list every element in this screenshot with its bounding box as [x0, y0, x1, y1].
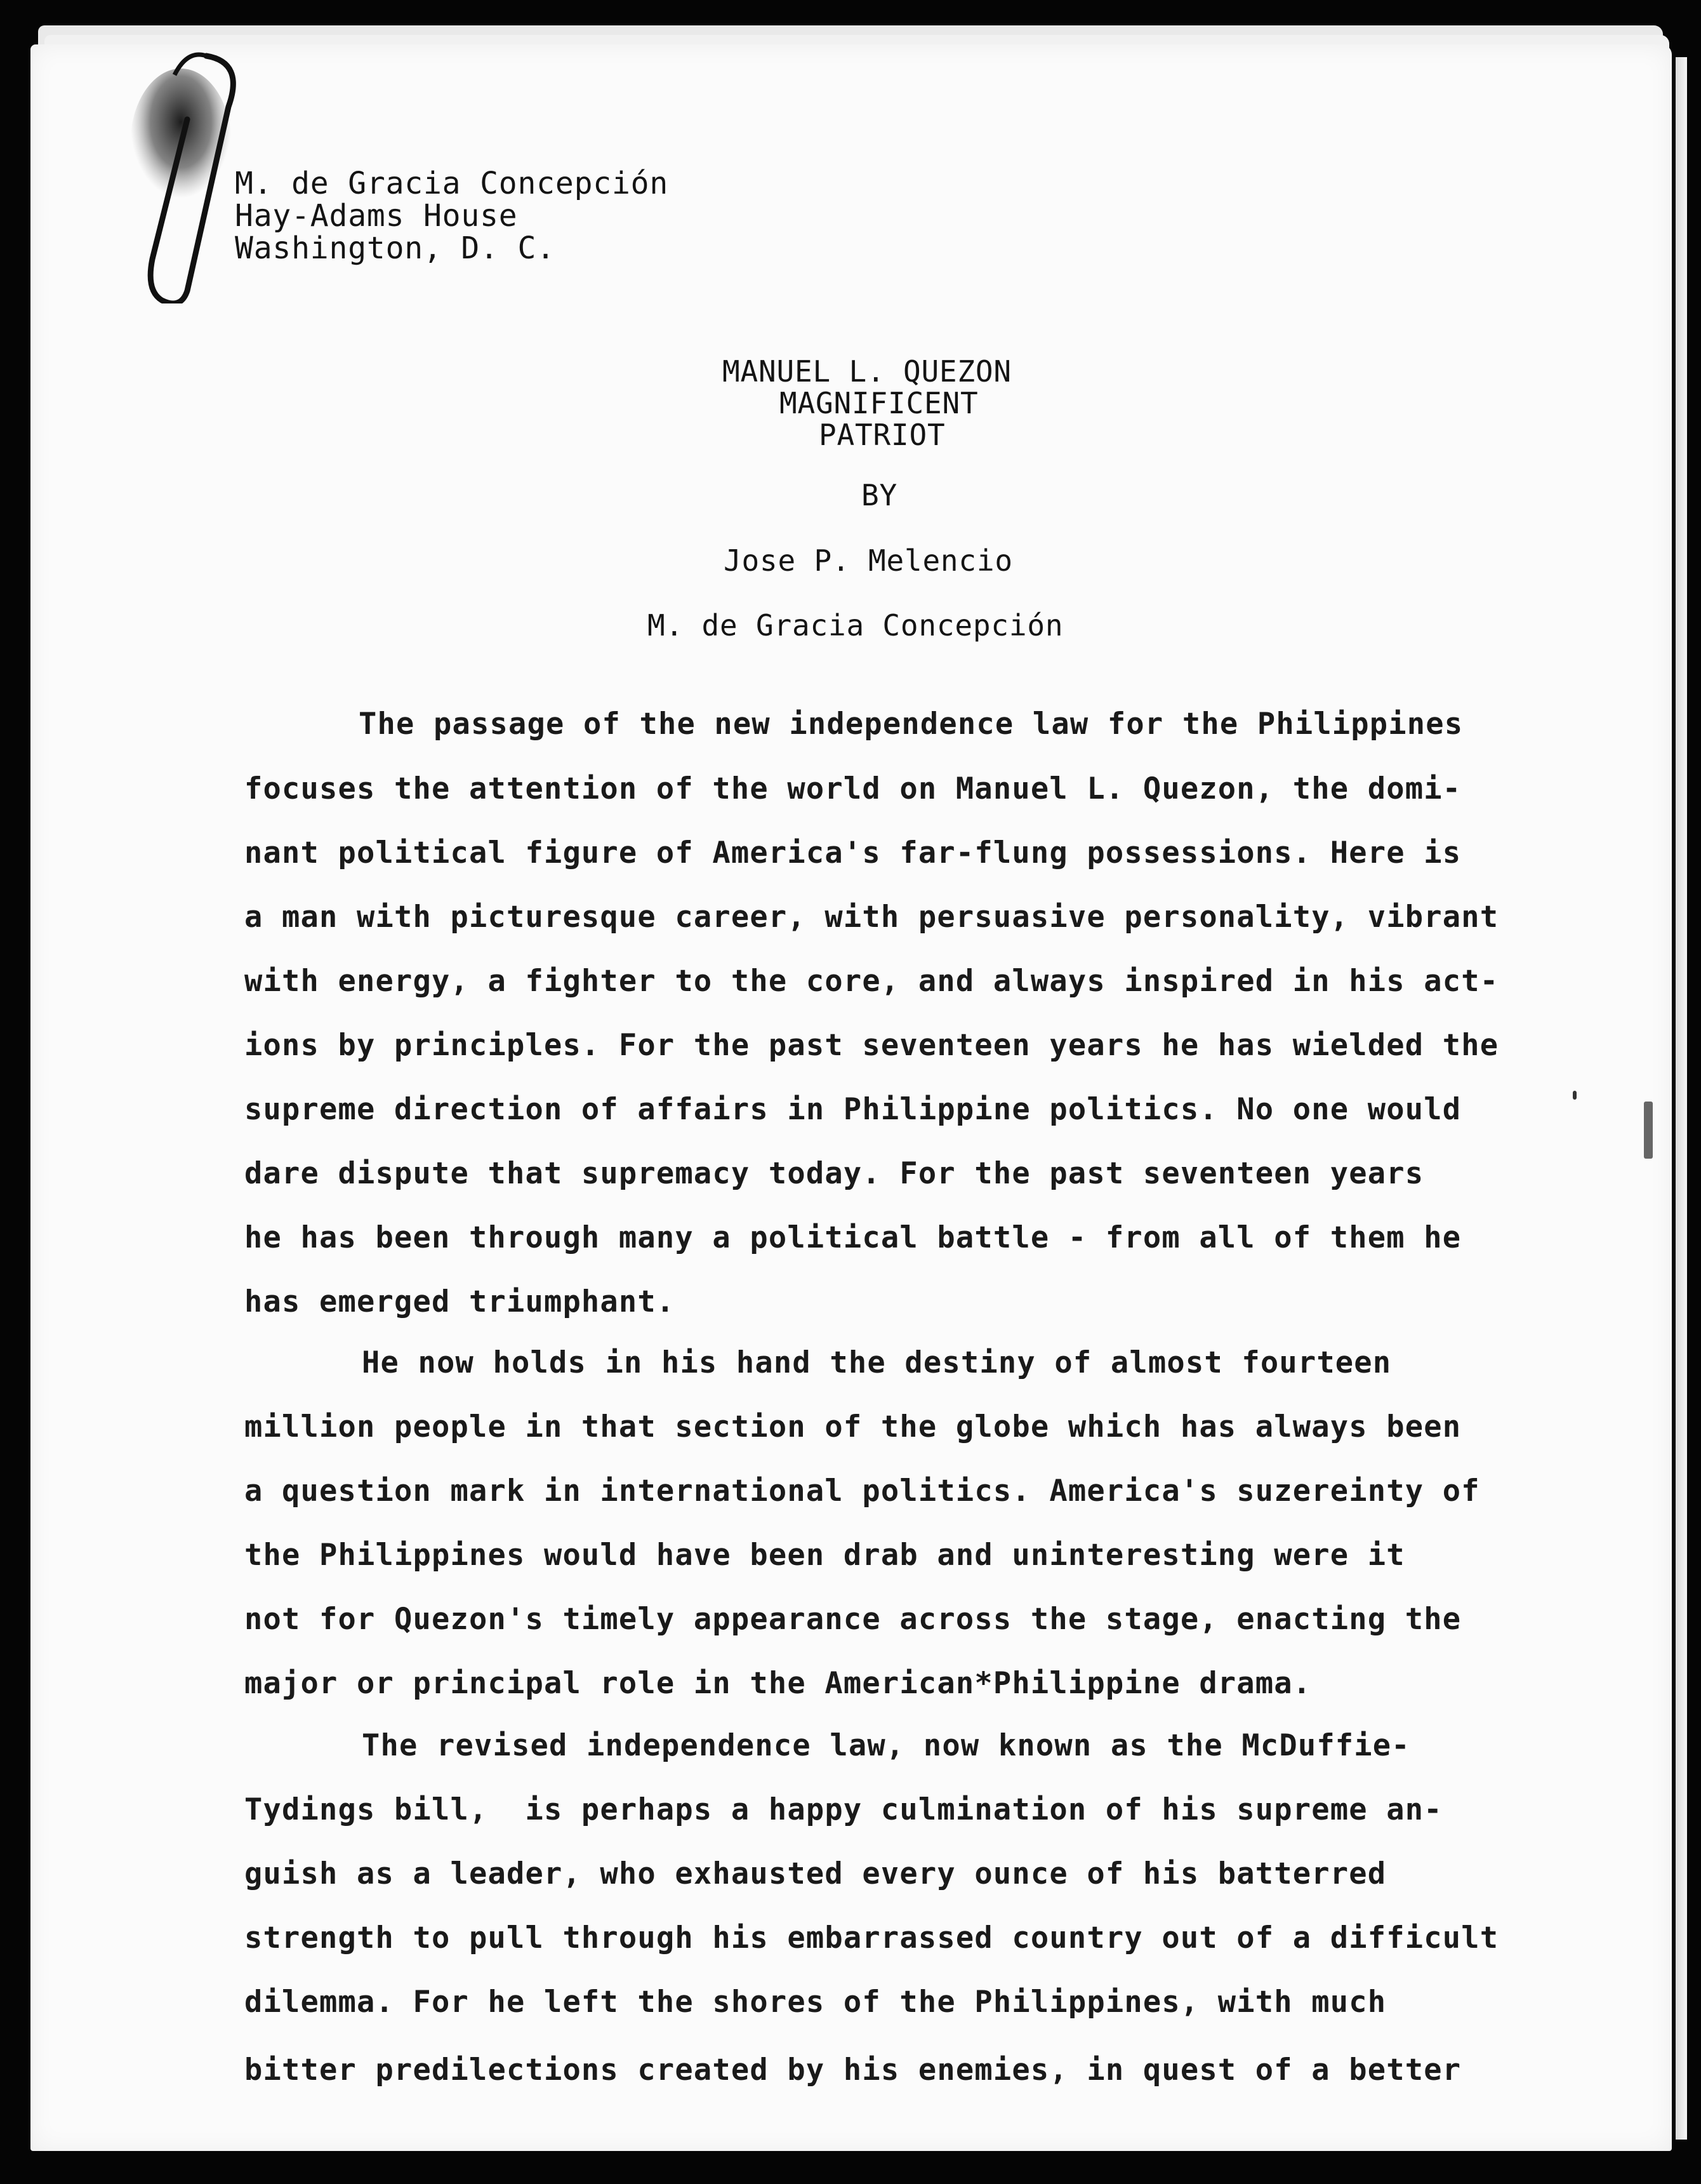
byline-author2: M. de Gracia Concepción: [647, 608, 1064, 643]
p1-line: The passage of the new independence law for the Philippines: [359, 707, 1464, 742]
sheet-edge: [1676, 57, 1687, 2140]
p2-line: the Philippines would have been drab and uninteresting were it: [244, 1538, 1405, 1573]
ink-mark: [1573, 1091, 1577, 1100]
byline-by: BY: [861, 478, 897, 512]
sender-address-line2: Washington, D. C.: [235, 230, 555, 266]
p3-line: dilemma. For he left the shores of the Philippines, with much: [244, 1985, 1387, 2020]
p3-line: guish as a leader, who exhausted every ounce of his batterred: [244, 1856, 1387, 1891]
p2-line: million people in that section of the globe which has always been: [244, 1409, 1462, 1444]
p2-line: He now holds in his hand the destiny of almost fourteen: [362, 1345, 1392, 1380]
p1-line: focuses the attention of the world on Manuel L. Quezon, the domi-: [244, 771, 1462, 806]
p3-line: strength to pull through his embarrassed country out of a difficult: [244, 1921, 1499, 1955]
title-line1: MANUEL L. QUEZON: [722, 354, 1012, 389]
p1-line: supreme direction of affairs in Philippine politics. No one would: [244, 1092, 1462, 1127]
p3-line: The revised independence law, now known as the McDuffie-: [362, 1728, 1410, 1763]
p2-line: a question mark in international politics. America's suzereinty of: [244, 1474, 1480, 1508]
title-line2: MAGNIFICENT: [779, 386, 979, 420]
byline-author1: Jose P. Melencio: [724, 543, 1013, 578]
p1-line: with energy, a fighter to the core, and always inspired in his act-: [244, 964, 1499, 999]
p1-line: he has been through many a political battle - from all of them he: [244, 1220, 1462, 1255]
p2-line: not for Quezon's timely appearance across the stage, enacting the: [244, 1602, 1462, 1637]
p1-line: a man with picturesque career, with persuasive personality, vibrant: [244, 900, 1499, 935]
p2-line: major or principal role in the American*Philippine drama.: [244, 1666, 1312, 1701]
edge-shadow: [1644, 1102, 1653, 1159]
p3-line: bitter predilections created by his enemies, in quest of a better: [244, 2053, 1462, 2087]
p1-line: ions by principles. For the past seventeen years he has wielded the: [244, 1028, 1499, 1063]
sender-name: M. de Gracia Concepción: [235, 166, 669, 201]
sender-address-line1: Hay-Adams House: [235, 198, 518, 234]
p1-line: dare dispute that supremacy today. For the past seventeen years: [244, 1156, 1424, 1191]
p1-line: has emerged triumphant.: [244, 1284, 675, 1319]
p3-line: Tydings bill, is perhaps a happy culmination of his supreme an-: [244, 1792, 1443, 1827]
p1-line: nant political figure of America's far-flung possessions. Here is: [244, 836, 1462, 870]
title-line3: PATRIOT: [819, 418, 946, 452]
